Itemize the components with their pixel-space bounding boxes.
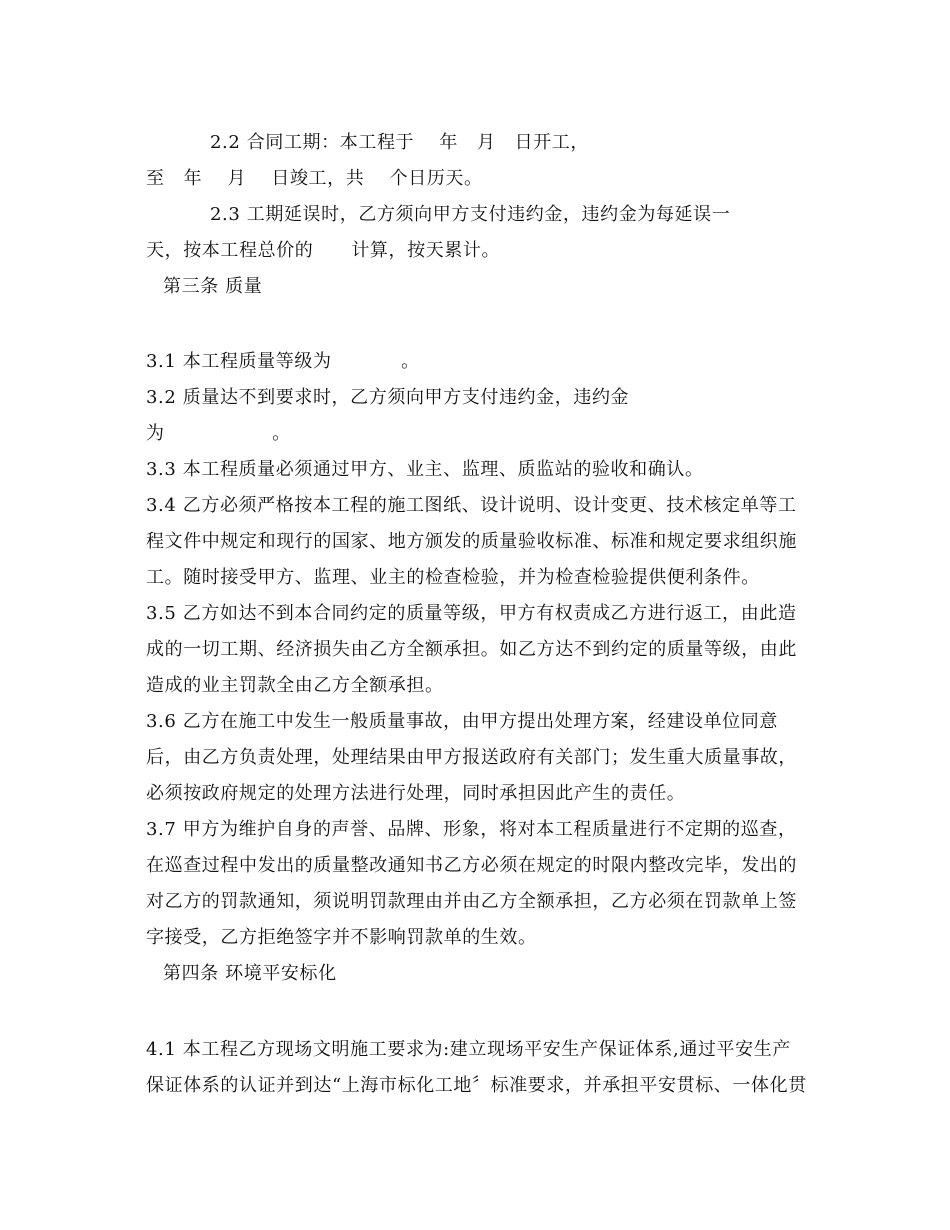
clause-3-7-line-4: 字接受，乙方拒绝签字并不影响罚款单的生效。 (146, 927, 537, 948)
clause-3-4-line-1: 3.4 乙方必须严格按本工程的施工图纸、设计说明、设计变更、技术核定单等工 (146, 495, 797, 516)
clause-2-2-line-1: 2.2 合同工期：本工程于 年 月 日开工， (210, 132, 589, 153)
clause-2-3-line-1: 2.3 工期延误时，乙方须向甲方支付违约金，违约金为每延误一 (210, 204, 731, 225)
clause-3-3: 3.3 本工程质量必须通过甲方、业主、监理、质监站的验收和确认。 (146, 459, 704, 480)
clause-2-2-line-2: 至 年 月 日竣工，共 个日历天。 (146, 168, 483, 189)
article-4-heading: 第四条 环境平安标化 (163, 963, 337, 984)
clause-3-6-line-1: 3.6 乙方在施工中发生一般质量事故，由甲方提出处理方案，经建设单位同意 (146, 711, 778, 732)
clause-3-2-line-1: 3.2 质量达不到要求时，乙方须向甲方支付违约金，违约金 (146, 387, 630, 408)
clause-3-4-line-2: 程文件中规定和现行的国家、地方颁发的质量验收标准、标准和规定要求组织施 (146, 531, 797, 552)
clause-3-5-line-1: 3.5 乙方如达不到本合同约定的质量等级，甲方有权责成乙方进行返工，由此造 (146, 603, 797, 624)
clause-3-1: 3.1 本工程质量等级为 。 (146, 351, 420, 372)
clause-2-3-line-2: 天，按本工程总价的 计算，按天累计。 (146, 240, 501, 261)
clause-3-7-line-3: 对乙方的罚款通知，须说明罚款理由并由乙方全额承担，乙方必须在罚款单上签 (146, 891, 797, 912)
clause-3-7-line-1: 3.7 甲方为维护自身的声誉、品牌、形象，将对本工程质量进行不定期的巡查， (146, 819, 797, 840)
clause-3-6-line-2: 后，由乙方负责处理，处理结果由甲方报送政府有关部门；发生重大质量事故， (146, 747, 797, 768)
clause-3-4-line-3: 工。随时接受甲方、监理、业主的检查检验，并为检查检验提供便利条件。 (146, 567, 760, 588)
article-3-heading: 第三条 质量 (163, 276, 263, 297)
clause-3-2-line-2: 为 。 (146, 423, 291, 444)
clause-3-6-line-3: 必须按政府规定的处理方法进行处理，同时承担因此产生的责任。 (146, 783, 686, 804)
clause-3-5-line-3: 造成的业主罚款全由乙方全额承担。 (146, 675, 444, 696)
clause-3-5-line-2: 成的一切工期、经济损失由乙方全额承担。如乙方达不到约定的质量等级，由此 (146, 639, 797, 660)
clause-3-7-line-2: 在巡查过程中发出的质量整改通知书乙方必须在规定的时限内整改完毕，发出的 (146, 855, 797, 876)
clause-4-1-line-2: 保证体系的认证并到达“上海市标化工地〞标准要求，并承担平安贯标、一体化贯 (146, 1075, 807, 1096)
clause-4-1-line-1: 4.1 本工程乙方现场文明施工要求为:建立现场平安生产保证体系,通过平安生产 (146, 1039, 791, 1060)
